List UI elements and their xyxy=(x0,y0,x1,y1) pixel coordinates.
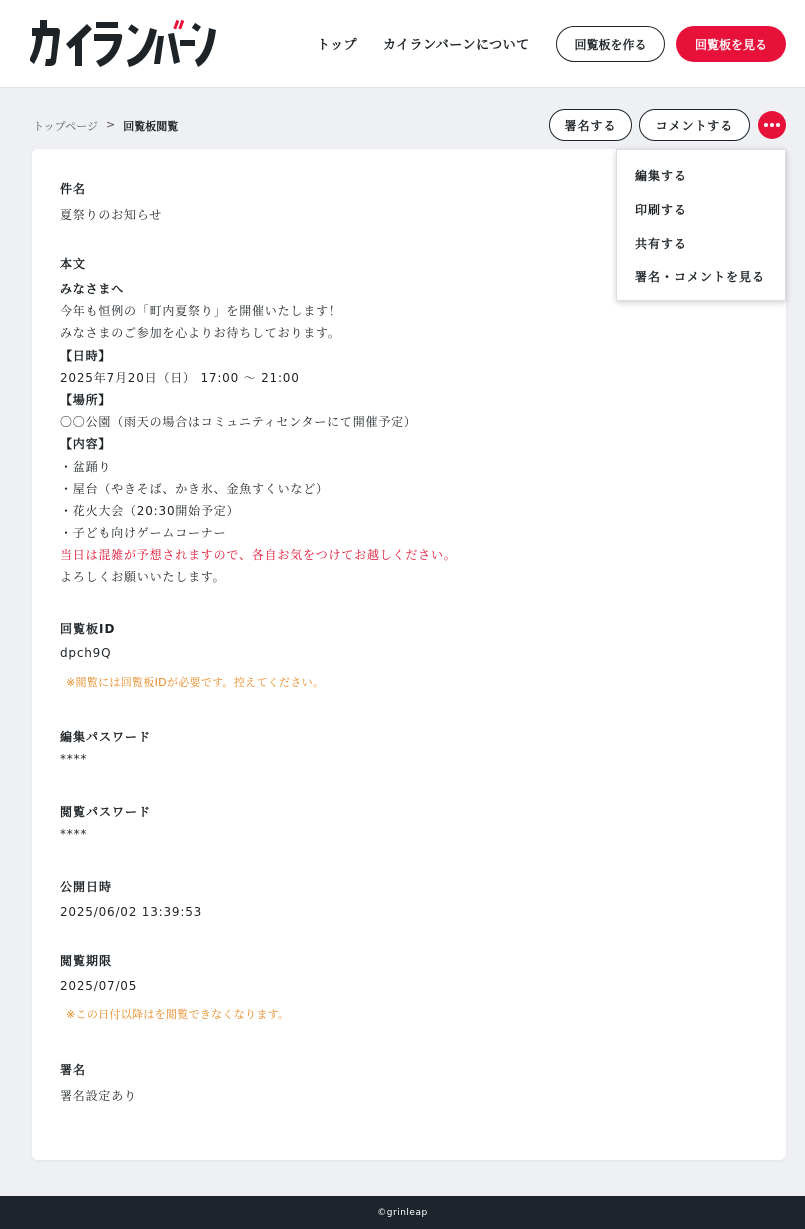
site-header xyxy=(0,0,805,88)
more-actions-menu xyxy=(616,149,786,301)
dot-icon xyxy=(770,123,774,127)
site-logo[interactable] xyxy=(30,14,216,70)
body-line-warning: 当日は混雑が予想されますので、各自お気をつけてお越しください。 xyxy=(60,548,457,563)
published-label: 公開日時 xyxy=(60,880,113,894)
body-line: ・屋台（やきそば、かき氷、金魚すくいなど） xyxy=(60,481,329,496)
body-line: みなさまへ xyxy=(60,282,125,296)
body-line: 2025年7月20日（日） 17:00 〜 21:00 xyxy=(60,370,300,385)
view-password-label: 閲覧パスワード xyxy=(60,805,152,819)
dot-icon xyxy=(764,123,768,127)
body-text xyxy=(60,278,457,589)
menu-item-view-signatures[interactable]: 署名・コメントを見る xyxy=(635,270,766,284)
deadline-value: 2025/07/05 xyxy=(60,979,138,993)
view-board-button[interactable]: 回覧板を見る xyxy=(676,26,786,62)
body-line: ・子ども向けゲームコーナー xyxy=(60,526,227,541)
menu-item-print[interactable]: 印刷する xyxy=(635,203,688,217)
body-line: 今年も恒例の「町内夏祭り」を開催いたします！ xyxy=(60,304,342,319)
edit-password-label: 編集パスワード xyxy=(60,730,152,744)
breadcrumb-home[interactable]: トップページ xyxy=(33,120,99,133)
body-label: 本文 xyxy=(60,257,87,271)
deadline-note: ※この日付以降はを閲覧できなくなります。 xyxy=(66,1008,290,1021)
sign-button[interactable]: 署名する xyxy=(549,109,632,141)
dot-icon xyxy=(776,123,780,127)
body-line: 【場所】 xyxy=(60,392,112,407)
comment-button[interactable]: コメントする xyxy=(639,109,750,141)
body-line: ・盆踊り xyxy=(60,459,112,474)
body-line: みなさまのご参加を心よりお待ちしております。 xyxy=(60,326,341,341)
subject-value: 夏祭りのお知らせ xyxy=(60,208,163,222)
board-id-label: 回覧板ID xyxy=(60,622,116,636)
body-line: よろしくお願いいたします。 xyxy=(60,570,226,585)
subject-label: 件名 xyxy=(60,182,87,196)
view-password-value: **** xyxy=(60,827,88,841)
create-board-button[interactable]: 回覧板を作る xyxy=(556,26,665,62)
board-id-note: ※閲覧には回覧板IDが必要です。控えてください。 xyxy=(66,676,325,689)
copyright: ©grinleap xyxy=(377,1207,428,1218)
more-dots-icon[interactable] xyxy=(758,111,786,139)
breadcrumb xyxy=(33,118,178,134)
signature-value: 署名設定あり xyxy=(60,1089,137,1103)
breadcrumb-current: 回覧板閲覧 xyxy=(123,120,179,133)
nav-link-top[interactable]: トップ xyxy=(317,38,358,53)
menu-item-edit[interactable]: 編集する xyxy=(635,169,688,183)
site-footer xyxy=(0,1196,805,1229)
menu-item-share[interactable]: 共有する xyxy=(635,237,688,251)
nav-link-about[interactable]: カイランバーンについて xyxy=(383,38,530,53)
board-id-value: dpch9Q xyxy=(60,646,112,660)
body-line: 【日時】 xyxy=(60,348,112,363)
body-line: 【内容】 xyxy=(60,437,112,452)
breadcrumb-separator: > xyxy=(106,118,116,131)
published-value: 2025/06/02 13:39:53 xyxy=(60,905,203,919)
signature-label: 署名 xyxy=(60,1063,87,1077)
body-line: ・花火大会（20:30開始予定） xyxy=(60,503,240,518)
body-line: 〇〇公園（雨天の場合はコミュニティセンターにて開催予定） xyxy=(60,415,417,430)
edit-password-value: **** xyxy=(60,752,88,766)
deadline-label: 閲覧期限 xyxy=(60,954,113,968)
